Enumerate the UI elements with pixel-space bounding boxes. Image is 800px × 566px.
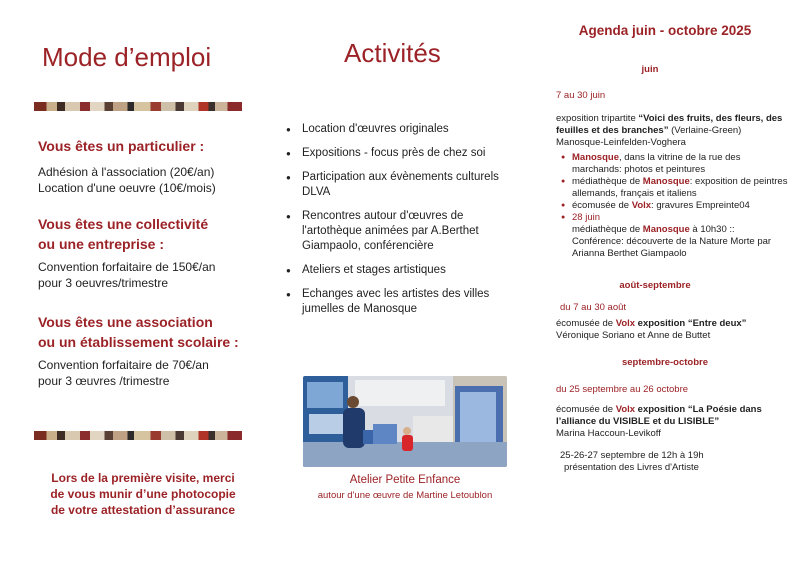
event-artists: Véronique Soriano et Anne de Buttet	[556, 330, 711, 341]
collectivite-line2: pour 3 oeuvres/trimestre	[38, 276, 169, 290]
list-item: ● Echanges avec les artistes des villes jumelles de Manosque	[286, 287, 516, 317]
list-item: ● Ateliers et stages artistiques	[286, 263, 516, 278]
association-heading-1: Vous êtes une association	[38, 314, 213, 330]
association-line2: pour 3 œuvres /trimestre	[38, 374, 170, 388]
item-text: : exposition de peintres allemands, français et italiens	[572, 176, 788, 199]
event-artist: Marina Haccoun-Levikoff	[556, 428, 661, 439]
decorative-strip-bottom	[34, 431, 242, 440]
list-item: ● Participation aux évènements culturels DLVA	[286, 170, 516, 200]
event-pre: écomusée de	[556, 318, 616, 329]
particulier-line2: Location d'une oeuvre (10€/mois)	[38, 181, 216, 195]
agenda-aout-date: du 7 au 30 août	[560, 302, 627, 313]
association-heading-2: ou un établissement scolaire :	[38, 334, 239, 350]
particulier-heading: Vous êtes un particulier :	[38, 138, 205, 154]
juin-intro-pre: exposition tripartite	[556, 113, 639, 124]
livres-presentation: présentation des Livres d'Artiste	[564, 462, 699, 473]
item-text: : gravures Empreinte04	[651, 200, 750, 211]
atelier-photo-image	[303, 376, 507, 467]
collectivite-heading-1: Vous êtes une collectivité	[38, 216, 209, 232]
agenda-juin-heading: juin	[641, 64, 659, 75]
photo-caption-1: Atelier Petite Enfance	[349, 474, 461, 486]
list-item: ● Expositions - focus près de chez soi	[286, 146, 516, 161]
activities-list	[286, 122, 516, 326]
notice-line2: de vous munir d’une photocopie	[50, 487, 236, 501]
notice-line1: Lors de la première visite, merci	[51, 471, 235, 485]
activites-title: Activités	[344, 38, 441, 68]
atelier-photo	[303, 376, 507, 467]
place-name: Manosque	[572, 152, 619, 163]
place-name: Volx	[615, 404, 636, 415]
item-pre: médiathèque de	[572, 176, 643, 187]
agenda-octobre-event	[556, 404, 788, 440]
juin-intro-post: (Verlaine-Green) Manosque-Leinfelden-Voghera	[556, 125, 742, 148]
list-item	[560, 200, 788, 212]
agenda-juin-list	[560, 152, 788, 260]
agenda-octobre-heading: septembre-octobre	[621, 357, 709, 368]
agenda-aout-heading: août-septembre	[619, 280, 691, 291]
agenda-juin-date: 7 au 30 juin	[556, 90, 606, 101]
list-item: ● Rencontres autour d'œuvres de l'artothèque animées par A.Berthet Giampaolo, conférencière	[286, 209, 516, 254]
decorative-strip-top	[34, 102, 242, 111]
insurance-notice	[36, 470, 250, 518]
notice-line3: de votre attestation d’assurance	[50, 503, 236, 517]
place-name: Volx	[615, 318, 636, 329]
juin-intro-bold: “Voici des fruits, des fleurs, des feuilles et des branches”	[556, 113, 783, 136]
event-title: exposition “La Poésie dans l’alliance du VISIBLE et du LISIBLE”	[556, 404, 762, 427]
item-text: à 10h30 :: Conférence: découverte de la Nature Morte par Arianna Berthet Giampaolo	[572, 224, 772, 259]
mode-emploi-title: Mode d’emploi	[42, 42, 212, 72]
place-name: Manosque	[642, 224, 690, 235]
item-pre: médiathèque de	[572, 224, 643, 235]
particulier-line1: Adhésion à l'association (20€/an)	[38, 165, 215, 179]
agenda-title: Agenda juin - octobre 2025	[578, 23, 752, 38]
agenda-juin-intro	[556, 113, 788, 149]
association-line1: Convention forfaitaire de 70€/an	[38, 358, 209, 372]
event-date: 28 juin	[572, 212, 600, 223]
agenda-livres-artiste	[560, 450, 788, 474]
place-name: Volx	[631, 200, 652, 211]
agenda-octobre-date: du 25 septembre au 26 octobre	[556, 384, 689, 395]
place-name: Manosque	[642, 176, 690, 187]
list-item	[560, 152, 788, 176]
list-item: ● Location d'œuvres originales	[286, 122, 516, 137]
item-text: , dans la vitrine de la rue des marchands: photos et peintures	[572, 152, 741, 175]
list-item	[560, 212, 788, 260]
agenda-aout-event	[556, 318, 788, 342]
collectivite-heading-2: ou une entreprise :	[38, 236, 165, 252]
list-item	[560, 176, 788, 200]
collectivite-line1: Convention forfaitaire de 150€/an	[38, 260, 216, 274]
item-pre: écomusée de	[572, 200, 632, 211]
event-pre: écomusée de	[556, 404, 616, 415]
photo-caption-2: autour d'une œuvre de Martine Letoublon	[317, 490, 493, 501]
livres-dates: 25-26-27 septembre de 12h à 19h	[560, 450, 704, 461]
event-title: exposition “Entre deux”	[635, 318, 747, 329]
